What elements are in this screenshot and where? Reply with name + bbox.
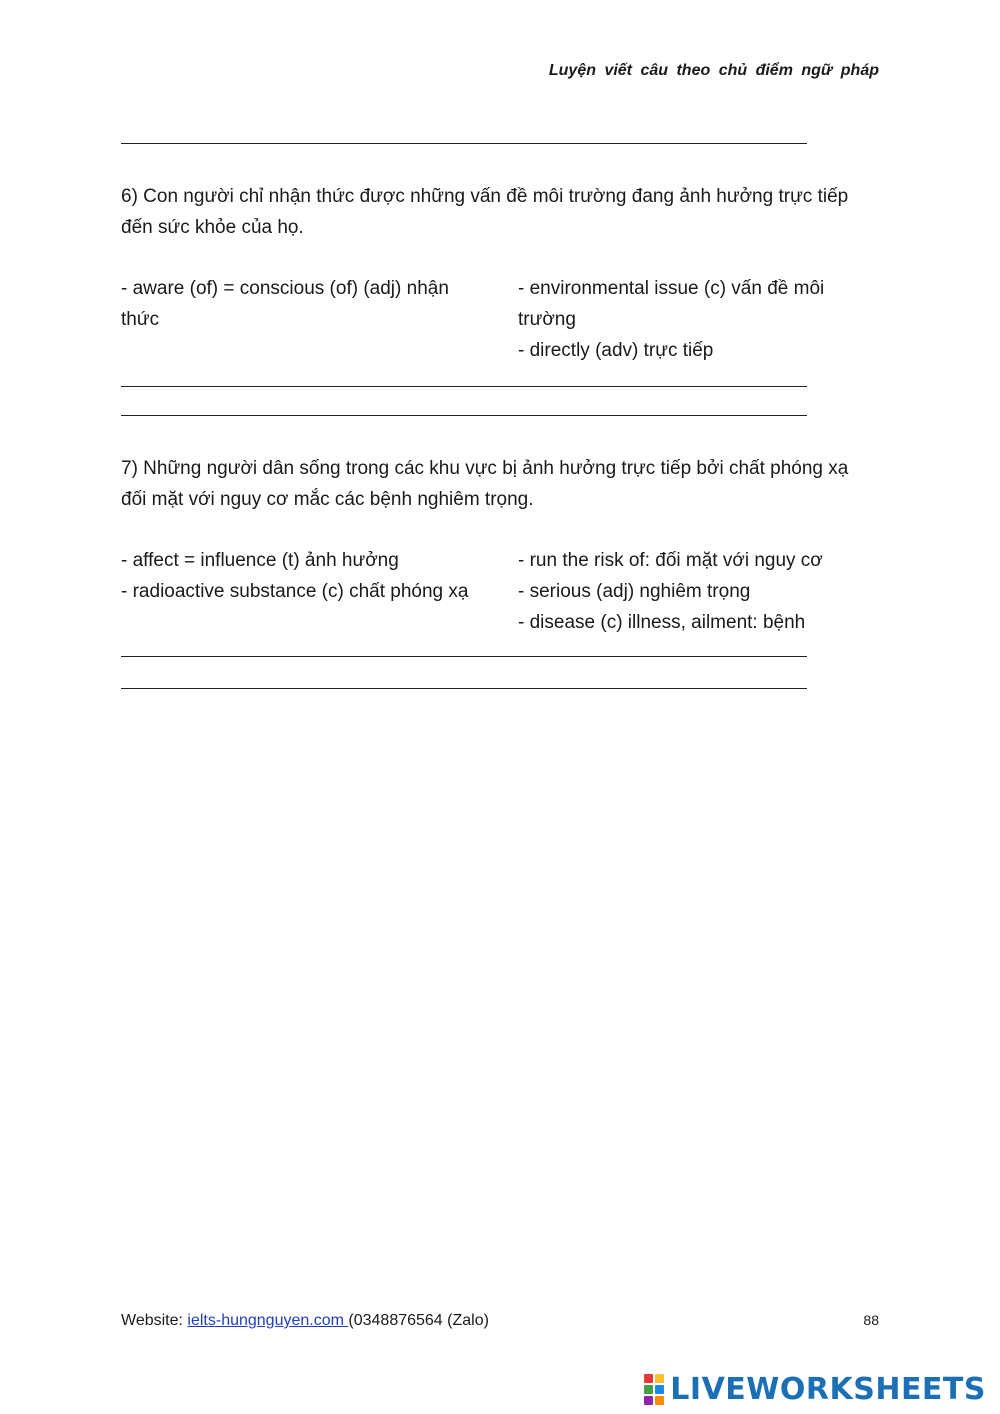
logo-tile: [644, 1385, 653, 1394]
logo-tile: [644, 1374, 653, 1383]
answer-line[interactable]: [121, 143, 807, 144]
question-7-vocab-right: [518, 545, 868, 638]
question-7-text: 7) Những người dân sống trong các khu vực bị ảnh hưởng trực tiếp bởi chất phóng xạ đối mặt với nguy cơ mắc các bệnh nghiêm trọng.: [121, 458, 849, 510]
vocab-item: - radioactive substance (c) chất phóng xạ: [121, 581, 469, 602]
logo-tile: [655, 1374, 664, 1383]
question-6-vocab-left: [121, 273, 481, 335]
vocab-item: - disease (c) illness, ailment: bệnh: [518, 612, 806, 633]
footer-contact: (0348876564 (Zalo): [348, 1312, 489, 1329]
footer-website-label: Website:: [121, 1312, 188, 1329]
vocab-item: - run the risk of: đối mặt với nguy cơ: [518, 550, 823, 571]
answer-line[interactable]: [121, 688, 807, 689]
question-6-vocab-right: [518, 273, 868, 366]
vocab-item: - affect = influence (t) ảnh hưởng: [121, 550, 399, 571]
vocab-item: - environmental issue (c) vấn đề môi trường: [518, 278, 825, 330]
logo-text: LIVEWORKSHEETS: [670, 1372, 986, 1407]
answer-line[interactable]: [121, 386, 807, 387]
logo-tile: [655, 1385, 664, 1394]
vocab-item: - aware (of) = conscious (of) (adj) nhận thức: [121, 278, 449, 330]
page-number: 88: [863, 1312, 879, 1328]
logo-tile: [644, 1396, 653, 1405]
vocab-item: - directly (adv) trực tiếp: [518, 340, 714, 361]
question-6-text: 6) Con người chỉ nhận thức được những vấn đề môi trường đang ảnh hưởng trực tiếp đến sức khỏe của họ.: [121, 186, 849, 238]
vocab-item: - serious (adj) nghiêm trọng: [518, 581, 751, 602]
liveworksheets-logo-icon: [644, 1374, 664, 1405]
footer: [121, 1312, 489, 1330]
answer-line[interactable]: [121, 415, 807, 416]
footer-website-link[interactable]: ielts-hungnguyen.com: [187, 1312, 349, 1329]
page-header-title: Luyện viết câu theo chủ điểm ngữ pháp: [548, 62, 879, 79]
question-7-vocab-left: [121, 545, 481, 607]
logo-tile: [655, 1396, 664, 1405]
answer-line[interactable]: [121, 656, 807, 657]
liveworksheets-logo[interactable]: [644, 1372, 986, 1407]
